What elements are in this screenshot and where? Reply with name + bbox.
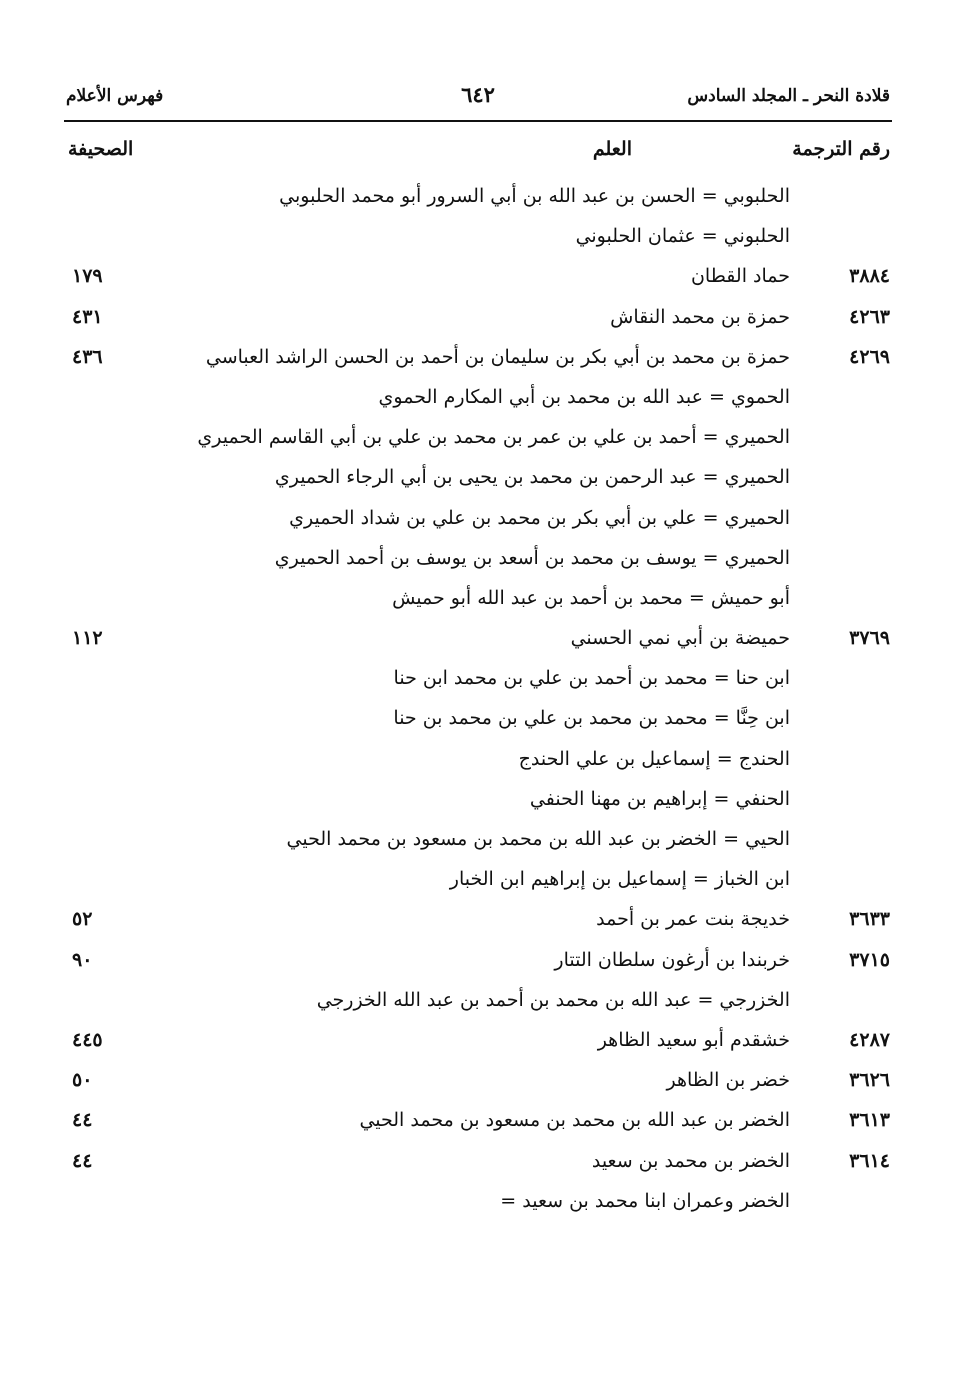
index-entry — [66, 658, 890, 698]
entry-name: الحنفي = إبراهيم بن مهنا الحنفي — [529, 787, 790, 810]
entry-name: الحلبوني = عثمان الحلبوني — [575, 225, 790, 248]
entry-page: ٤٤٥ — [72, 1028, 103, 1051]
entry-page: ٥٠ — [72, 1069, 93, 1092]
entry-name: الحلبوبي = الحسن بن عبد الله بن أبي السرور أبو محمد الحلبوبي — [279, 185, 790, 207]
column-header-number: رقم الترجمة — [792, 138, 890, 160]
entry-name: الحميري = يوسف بن محمد بن أسعد بن يوسف بن أحمد الحميري — [274, 546, 790, 569]
index-entry — [66, 779, 890, 819]
entry-page: ٤٤ — [72, 1109, 93, 1132]
entry-name: ابن الخباز = إسماعيل بن إبراهيم ابن الخبار — [449, 868, 790, 891]
index-entry — [66, 337, 890, 377]
entry-page: ٤٣٦ — [72, 345, 103, 368]
entry-name: الحندج = إسماعيل بن علي الحندج — [518, 747, 790, 770]
entry-name: الحميري = علي بن أبي بكر بن محمد بن علي بن شداد الحميري — [289, 506, 790, 529]
entry-number: ٤٢٨٧ — [849, 1028, 890, 1051]
running-header — [66, 82, 890, 114]
entry-page: ٩٠ — [72, 948, 93, 971]
index-entry — [66, 498, 890, 538]
entry-name: الخضر وعمران ابنا محمد بن سعيد = — [500, 1189, 790, 1212]
index-entry — [66, 1060, 890, 1100]
index-entry — [66, 940, 890, 980]
column-header-name: العلم — [592, 138, 632, 160]
index-entry — [66, 578, 890, 618]
entry-name: حماد القطان — [690, 265, 790, 288]
column-headers — [66, 138, 890, 168]
entry-name: الحميري = أحمد بن علي بن عمر بن محمد بن علي بن أبي القاسم الحميري — [197, 426, 790, 449]
index-entry — [66, 176, 890, 216]
index-entry — [66, 457, 890, 497]
entry-number: ٣٦٣٣ — [849, 908, 890, 931]
entry-page: ١١٢ — [72, 627, 103, 650]
index-entry — [66, 899, 890, 939]
index-entry — [66, 1100, 890, 1140]
entry-page: ٤٣١ — [72, 305, 103, 328]
index-entry — [66, 1141, 890, 1181]
entry-name: أبو حميش = محمد بن أحمد بن عبد الله أبو حميش — [392, 586, 790, 609]
index-entry — [66, 819, 890, 859]
entry-name: الحميري = عبد الرحمن بن محمد بن يحيى بن أبي الرجاء الحميري — [274, 466, 790, 489]
entry-page: ٤٤ — [72, 1149, 93, 1172]
entry-name: حميضة بن أبي نمي الحسني — [570, 627, 790, 650]
section-title: فهرس الأعلام — [66, 86, 164, 106]
entry-number: ٣٦١٤ — [849, 1149, 890, 1172]
entry-name: ابن حنا = محمد بن أحمد بن علي بن محمد ابن حنا — [393, 667, 790, 690]
entry-name: خربندا بن أرغون سلطان التتار — [554, 948, 790, 971]
page-number: ٦٤٢ — [461, 82, 495, 107]
index-entries — [66, 176, 890, 1221]
entry-page: ٥٢ — [72, 908, 93, 931]
entry-name: حمزة بن محمد بن أبي بكر بن سليمان بن أحمد بن الحسن الراشد العباسي — [205, 345, 790, 368]
index-entry — [66, 618, 890, 658]
index-entry — [66, 1181, 890, 1221]
entry-number: ٣٦١٣ — [849, 1109, 890, 1132]
header-rule — [64, 120, 892, 122]
entry-number: ٤٢٦٣ — [849, 305, 890, 328]
entry-name: خديجة بنت عمر بن أحمد — [596, 908, 790, 931]
entry-number: ٣٨٨٤ — [849, 265, 890, 288]
index-entry — [66, 377, 890, 417]
entry-name: خضر بن الظاهر — [666, 1069, 790, 1092]
index-entry — [66, 297, 890, 337]
entry-number: ٤٢٦٩ — [849, 345, 890, 368]
entry-number: ٣٧١٥ — [849, 948, 890, 971]
index-entry — [66, 1020, 890, 1060]
column-header-page: الصحيفة — [68, 138, 134, 160]
index-entry — [66, 417, 890, 457]
entry-name: الحيي = الخضر بن عبد الله بن محمد بن مسعود بن محمد الحيي — [286, 828, 790, 850]
entry-name: حمزة بن محمد النقاش — [610, 305, 790, 328]
entry-name: خشقدم أبو سعيد الظاهر — [597, 1028, 790, 1051]
index-entry — [66, 698, 890, 738]
entry-name: ابن حِنَّا = محمد بن محمد بن علي بن محمد بن حنا — [393, 707, 790, 730]
index-entry — [66, 216, 890, 256]
entry-name: الحموي = عبد الله بن محمد بن أبي المكارم الحموي — [378, 385, 790, 408]
entry-name: الخضر بن محمد بن سعيد — [591, 1149, 790, 1172]
entry-name: الخزرجي = عبد الله بن محمد بن أحمد بن عبد الله الخزرجي — [316, 988, 790, 1011]
entry-page: ١٧٩ — [72, 265, 103, 288]
book-title: قلادة النحر ـ المجلد السادس — [687, 86, 890, 106]
index-entry — [66, 739, 890, 779]
index-entry — [66, 256, 890, 296]
entry-name: الخضر بن عبد الله بن محمد بن مسعود بن محمد الحيي — [359, 1109, 790, 1132]
index-entry — [66, 538, 890, 578]
index-entry — [66, 859, 890, 899]
entry-number: ٣٦٢٦ — [849, 1069, 890, 1092]
index-entry — [66, 980, 890, 1020]
entry-number: ٣٧٦٩ — [849, 627, 890, 650]
